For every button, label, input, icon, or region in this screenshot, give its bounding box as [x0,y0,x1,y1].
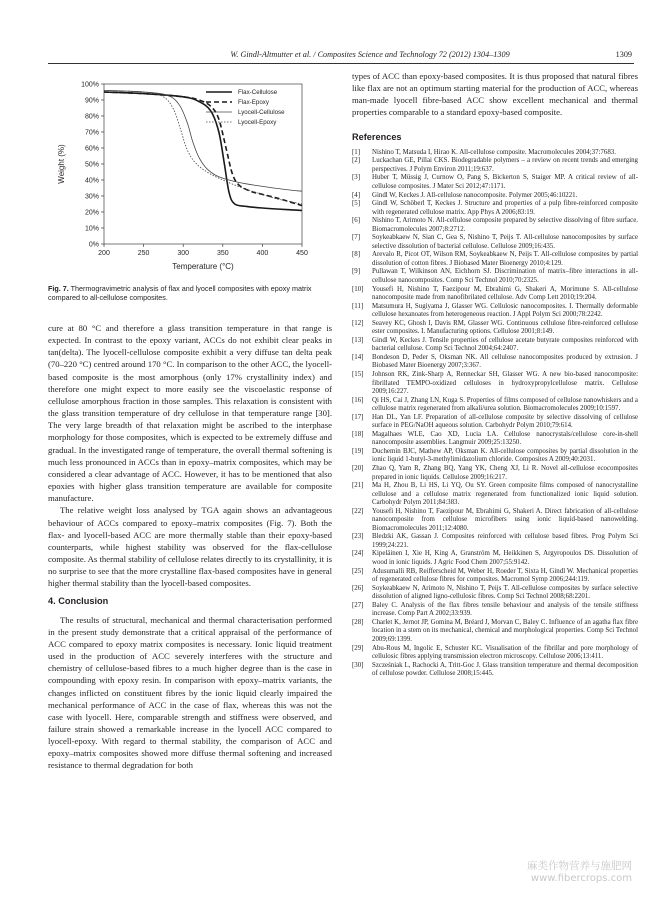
reference-text: Nishino T, Matsuda I, Hirao K. All-cellulose composite. Macromolecules 2004;37:7683. [372,148,616,156]
series-line-lyocell-cellulose [104,90,302,191]
reference-text: Szcześniak L, Rachocki A, Tritt-Goc J. Glass transition temperature and thermal decomposition of cellulose powder. Cellulose 2008;15:445. [372,661,638,678]
y-axis-label: Weight (%) [57,144,66,184]
reference-number: [21] [352,482,364,490]
x-axis-label: Temperature (°C) [172,262,234,271]
reference-number: [26] [352,584,364,592]
reference-text: Duchemin BJC, Mathew AP, Oksman K. All-cellulose composites by partial dissolution in the ionic liquid 1-butyl-3-methylimidazolium chloride. Composites A 2009;40:2031. [372,447,638,464]
reference-item [352,431,638,448]
reference-text: Nishino T, Arimoto N. All-cellulose composite prepared by selective dissolving of fibre surface. Biomacromolecules 2007;8:2712. [372,217,638,233]
reference-number: [24] [352,550,364,558]
reference-item [352,149,638,158]
y-tick-label: 80% [84,113,99,121]
legend-label: Flax-Cellulose [238,89,278,97]
reference-item [352,217,638,234]
reference-item [352,568,638,585]
page-number: 1309 [615,50,632,59]
reference-number: [11] [352,302,364,310]
right-column [352,70,638,679]
figure-caption [48,284,332,302]
reference-text: Gindl W, Schöberl T, Keckes J. Structure and properties of a pulp fibre-reinforced composite with regenerated cellulose matrix. App Phys A 2006;83:19. [372,200,638,216]
y-tick-label: 40% [84,177,99,185]
paragraph-dma: cure at 80 °C and therefore a glass transition temperature in that range is expected. In contrast to the epoxy variant, ACCs do not exhibit clear peaks in tan(delta). The lyocell-cellulose composite exhibit a very diffuse tan delta peak (70–220 °C) centred around 170 °C. In comparison to the other ACC, the lyocell-based composite is the most amorphous (only 17% crystallinity index) and therefore one might expect to more easily see the viscoelastic response of cellulose amorphous fraction in those samples. This relaxation is consistent with the glass transition temperature of dry cellulose in that temperature range [30]. The very large breadth of that relaxation might be ascribed to the interphase morphology for those composites, which is expected to be extremely diffuse and gradual. In the investigated range of temperature, the overall thermal softening is much less pronounced in ACCs than in epoxy–matrix composites, which may be considered a clear advantage of ACC. However, it has to be mentioned that also epoxies with higher glass transition temperature are available for composite manufacture. [48,323,332,504]
reference-number: [9] [352,268,361,276]
reference-number: [8] [352,251,361,259]
tga-figure [48,74,332,284]
reference-text: Bledzki AK, Gassan J. Composites reinforced with cellulose based fibres. Prog Polym Sci 1999;24:221. [372,533,638,549]
reference-item [352,251,638,268]
reference-text: Yousefi H, Nishino T, Faezipour M, Ebrahimi G, Shakeri A. Direct fabrication of all-cellulose nanocomposite from cellulose microfibers using ionic liquid-based nanowelding. Biomacromolecules 2011;12:4080. [372,507,638,532]
reference-number: [17] [352,413,364,421]
reference-item [352,585,638,602]
reference-text: Gindl W, Keckes J. All-cellulose nanocomposite. Polymer 2005;46:10221. [372,191,578,199]
reference-text: Pullawan T, Wilkinson AN, Eichhorn SJ. Discrimination of matrix–fibre interactions in all-cellulose nanocomposites. Comp Sci Technol 2010;70:2325. [372,268,638,284]
reference-number: [29] [352,644,364,652]
reference-item [352,465,638,482]
caption-label: Fig. 7. [48,284,69,293]
reference-item [352,320,638,337]
reference-text: Yousefi H, Nishino T, Faezipour M, Ebrahimi G, Shakeri A, Morimune S. All-cellulose nanocomposite made from nanofibrilated cellulose. Adv Comp Lett 2010;19:204. [372,285,638,302]
y-tick-label: 30% [84,193,99,201]
reference-number: [23] [352,533,364,541]
references-heading: References [352,131,402,142]
paragraph-tga: The relative weight loss analysed by TGA again shows an advantageous behaviour of ACCs compared to epoxy–matrix composites (Fig. 7). Both the flax- and lyocell-based ACC are more thermally stable than their epoxy-based counterparts, while highest stability was observed for the flax-cellulose composite. As thermal stability of cellulose relates directly to its crystallinity, it is no surprise to see that the more crystalline flax-based composites have in general higher thermal stability than the lyocell-based composites. [48,505,332,589]
reference-text: Seavey KC, Ghosh I, Davis RM, Glasser WG. Continuous cellulose fibre-reinforced cellulose ester composites. I. Manufacturing options. Cellulose 2001;8:149. [372,319,638,336]
reference-item [352,448,638,465]
reference-text: Bondeson D, Peder S, Oksman NK. All cellulose nanocomposites produced by extrusion. J Biobased Mater Bioenergy 2007;3:367. [372,353,638,370]
y-tick-label: 70% [84,129,99,137]
reference-text: Ma H, Zhou B, Li HS, Li YQ, Ou SY. Green composite films composed of nanocrystalline cellulose and a cellulose matrix regenerated from functionalized ionic liquid solution. Carbohydr Polym 2011;84:383. [372,482,638,507]
reference-item [352,174,638,191]
reference-text: Soykeabkaew N, Arimoto N, Nishino T, Peijs T. All-cellulose composites by surface selective dissolution of aligned ligno-cellulosic fibres. Comp Sci Technol 2008;68:2201. [372,584,638,601]
reference-item [352,662,638,679]
reference-number: [13] [352,336,364,344]
reference-item [352,645,638,662]
reference-item [352,200,638,217]
x-tick-label: 350 [216,250,229,257]
reference-text: Johnson RK, Zink-Sharp A, Renneckar SH, Glasser WG. A new bio-based nanocomposite: fibrillated TEMPO-oxidized celluloses in hydroxypropylcellulose matrix. Cellulose 2009;16:227. [372,371,638,396]
left-column [48,322,332,772]
reference-item [352,533,638,550]
reference-text: Gindl W, Keckes J. Tensile properties of cellulose acetate butyrate composites reinforced with bacterial cellulose. Comp Sci Technol 2004;64:2407. [372,336,638,353]
reference-text: Han DL, Yan LF. Preparation of all-cellulose composite by selective dissolving of cellulose surface in PEG/NaOH aqueous solution. Carbohydr Polym 2010;79:614. [372,413,638,430]
reference-item [352,234,638,251]
reference-number: [12] [352,319,364,327]
legend-label: Lyocell-Cellulose [238,109,285,117]
reference-number: [6] [352,217,361,225]
reference-item [352,602,638,619]
reference-number: [28] [352,618,364,626]
running-title: W. Gindl-Altmutter et al. / Composites Science and Technology 72 (2012) 1304–1309 [230,50,510,59]
reference-item [352,414,638,431]
reference-text: Huber T, Müssig J, Curnow O, Pang S, Bickerton S, Staiger MP. A critical review of all-cellulose composites. J Mater Sci 2012;47:1171. [372,174,638,190]
reference-number: [25] [352,567,364,575]
reference-text: Baley C. Analysis of the flax fibres tensile behaviour and analysis of the tensile stiffness increase. Comp Part A 2002;33:939. [372,601,638,618]
reference-number: [2] [352,157,361,165]
paragraph-conclusion-continued: types of ACC than epoxy-based composites. It is thus proposed that natural fibres like flax are not an optimum starting material for the production of ACC, whereas man-made lyocell fibre-based ACC show excellent mechanical and thermal properties comparable to a standard epoxy-based composite. [352,71,638,118]
caption-text: Thermogravimetric analysis of flax and lyocell composites with epoxy matrix compared to all-cellulose composites. [48,284,312,302]
reference-item [352,482,638,508]
x-tick-label: 400 [256,250,269,257]
reference-number: [1] [352,148,361,156]
reference-number: [14] [352,353,364,361]
reference-number: [4] [352,191,361,199]
y-tick-label: 60% [84,145,99,153]
reference-item [352,550,638,567]
reference-text: Adusumalli RB, Reifferscheid M, Weber H, Roeder T, Sixta H, Gindl W. Mechanical properties of regenerated cellulose fibres for composites. Macromol Symp 2006;244:119. [372,567,638,584]
reference-item [352,303,638,320]
reference-text: Soykeabkaew N, Sian C, Gea S, Nishino T, Peijs T. All-cellulose nanocomposites by surface selective dissolution of bacterial cellulose. Cellulose 2009;16:435. [372,234,638,250]
series-line-lyocell-epoxy [104,90,302,204]
y-tick-label: 20% [84,209,99,217]
y-tick-label: 0% [88,241,99,249]
reference-number: [27] [352,601,364,609]
y-tick-label: 100% [81,81,99,89]
reference-text: Zhao Q, Yam R, Zhang BQ, Yang YK, Cheng XJ, Li R. Novel all-cellulose ecocomposites prepared in ionic liquids. Cellulose 2009;16:217. [372,465,638,481]
reference-item [352,337,638,354]
conclusion-heading: 4. Conclusion [48,596,109,607]
reference-item [352,371,638,397]
watermark-url: www.fibercrops.com [530,873,632,884]
reference-item [352,286,638,303]
reference-item [352,508,638,534]
y-tick-label: 50% [84,161,99,169]
reference-list [352,149,638,679]
reference-text: Luckachan GE, Pillai CKS. Biodegradable polymers – a review on recent trends and emerging perspectives. J Polym Environ 2011;19:637. [372,157,638,173]
reference-text: Matsumura H, Sugiyama J, Glasser WG. Cellulosic nanocomposites. I. Thermally deformable cellulose hexanoates from heterogeneous reaction. J Appl Polym Sci 2000;78:2242. [372,302,638,319]
header-rule [48,63,634,64]
x-tick-label: 300 [177,250,190,257]
paragraph-conclusion: The results of structural, mechanical and thermal characterisation performed in the present study demonstrate that a critical appraisal of the performance of ACC compared to epoxy matrix composites is necessary. Ionic liquid treatment used in the production of ACC severely interferes with the structure and chemistry of cellulose-based fibres to a much higher degree than is the case in compounding with epoxy resin. In comparison with epoxy–matrix variants, the changes inflicted on constituent fibres by the ionic liquid clearly impaired the mechanical performance of ACC in the case of flax, whereas this was not the case with lyocell. Here, comparable strength and stiffness were observed, and failure strain showed a remarkable increase in the lyocell ACC compared to lyocell-epoxy. With regard to thermal stability, the comparison of ACC and epoxy–matrix composites showed more diffuse thermal softening and increased resistance to thermal degradation for both [48,614,332,771]
legend-label: Lyocell-Epoxy [238,119,277,127]
reference-text: Qi HS, Cai J, Zhang LN, Kuga S. Properties of films composed of cellulose nanowhiskers and a cellulose matrix regenerated from alkali/urea solution. Biomacromolecules 2009;10:1597. [372,396,638,413]
reference-item [352,268,638,285]
reference-number: [18] [352,430,364,438]
x-tick-label: 250 [137,250,150,257]
reference-text: Magalhaes WLE, Cao XD, Lucia LA. Cellulose nanocrystals/cellulose core-in-shell nanocomposite assemblies. Langmuir 2009;25:13250. [372,430,638,447]
tga-chart [48,74,332,284]
reference-item [352,619,638,645]
reference-number: [16] [352,396,364,404]
y-tick-label: 90% [84,97,99,105]
watermark-cn: 麻类作物营养与施肥网 [527,860,632,872]
reference-text: Abu-Rous M, Ingolic E, Schuster KC. Visualisation of the fibrillar and pore morphology of cellulosic fibres applying transmission electron microscopy. Cellulose 2006;13:411. [372,644,638,661]
reference-number: [5] [352,200,361,208]
reference-item [352,192,638,201]
reference-number: [7] [352,234,361,242]
reference-item [352,397,638,414]
reference-number: [10] [352,285,364,293]
legend-label: Flax-Epoxy [238,99,269,107]
page-header [0,50,672,64]
reference-number: [19] [352,447,364,455]
reference-number: [3] [352,174,361,182]
reference-number: [15] [352,371,364,378]
reference-number: [22] [352,507,364,515]
reference-number: [20] [352,465,364,473]
reference-text: Charlet K, Jernot JP, Gomina M, Bréard J, Morvan C, Baley C. Influence of an agatha flax fibre location in a stem on its mechanical, chemical and morphological properties. Comp Sci Technol 2009;69:1399. [372,618,638,643]
y-tick-label: 10% [84,225,99,233]
reference-text: Arevalo R, Picot OT, Wilson RM, Soykeabkaew N, Peijs T. All-cellulose composites by partial dissolution of cotton fibres. J Biobased Mater Bioenergy 2010;4:129. [372,251,638,267]
x-tick-label: 450 [296,250,308,257]
reference-item [352,157,638,174]
reference-number: [30] [352,661,364,669]
reference-item [352,354,638,371]
x-tick-label: 200 [98,250,110,257]
reference-text: Kipeläinen I, Xie H, King A, Granström M, Heikkinen S, Argyropoulos DS. Dissolution of wood in ionic liquids. J Agric Food Chem 2007;55:9142. [372,550,638,567]
